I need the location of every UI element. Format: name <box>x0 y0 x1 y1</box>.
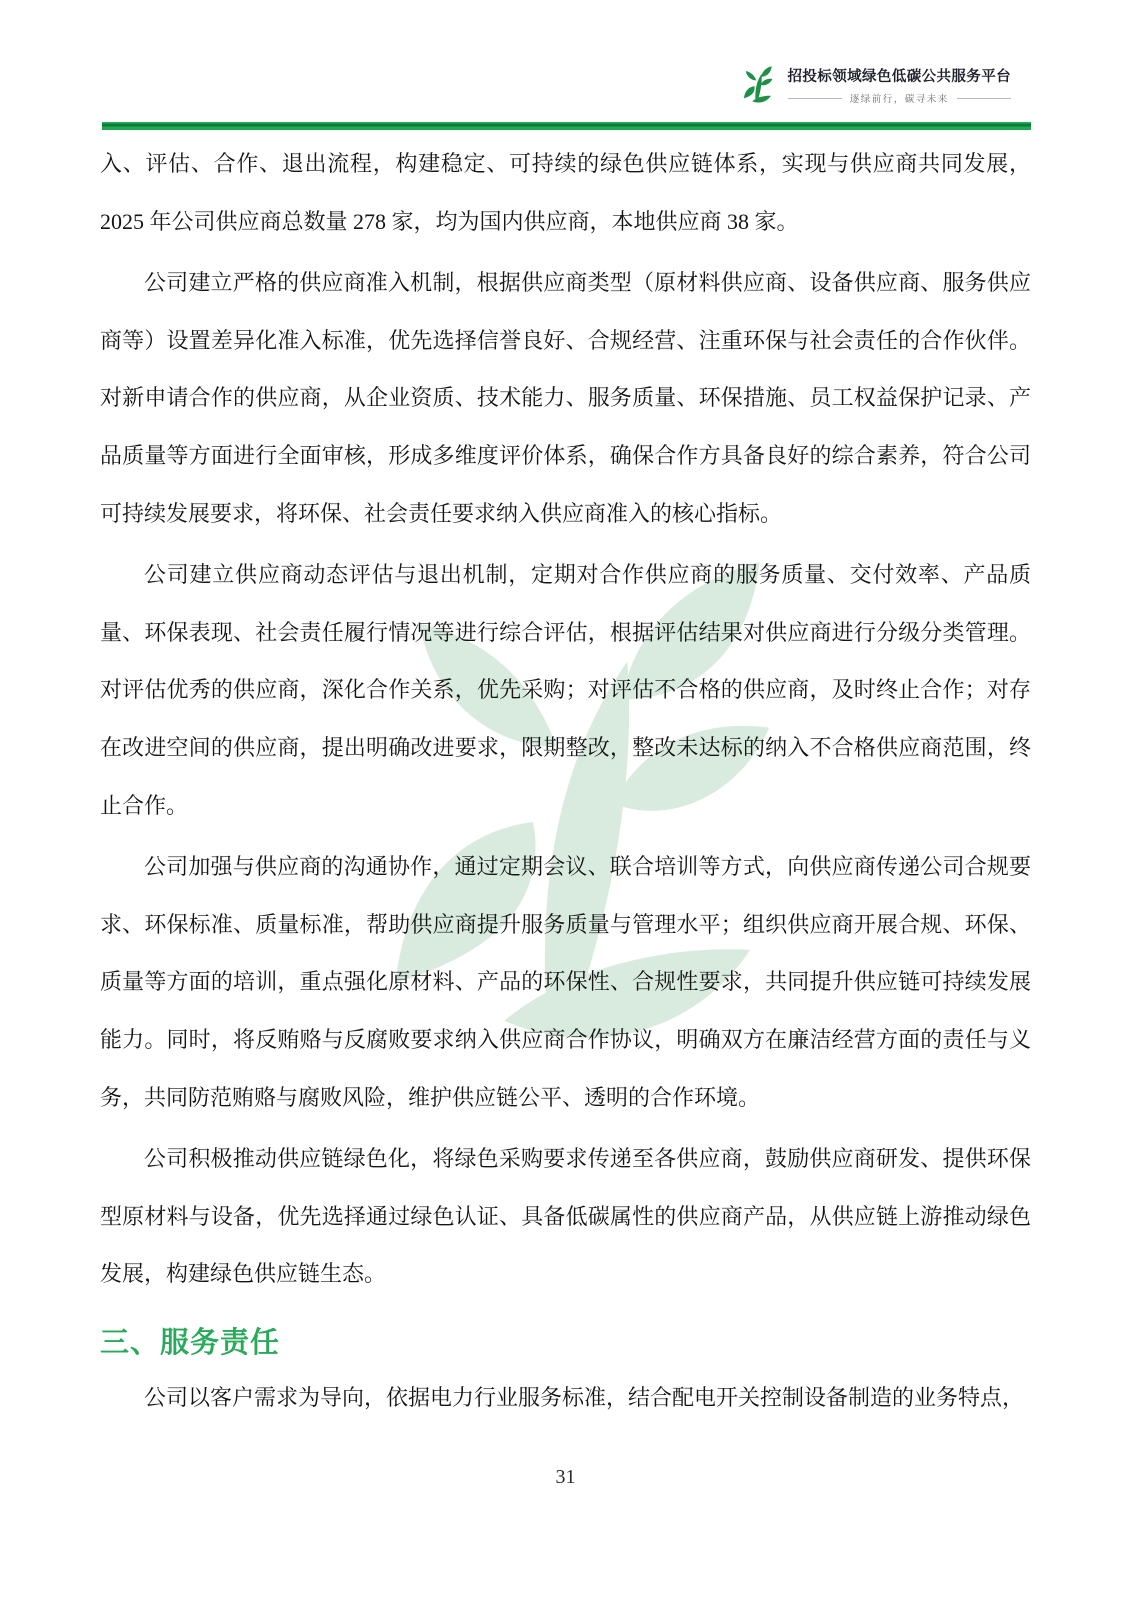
page-header <box>740 62 1012 108</box>
green-sprout-logo-icon <box>740 62 776 108</box>
document-body <box>100 135 1031 1430</box>
platform-tagline <box>788 91 1012 105</box>
paragraph-service-intro: 公司以客户需求为导向，依据电力行业服务标准，结合配电开关控制设备制造的业务特点， <box>144 1384 1025 1410</box>
page-number: 31 <box>555 1466 576 1488</box>
tagline-rule-right <box>957 98 1011 99</box>
tagline-rule-left <box>788 98 842 99</box>
platform-name: 招投标领域绿色低碳公共服务平台 <box>787 69 1011 85</box>
brand-text <box>788 65 1012 105</box>
paragraph-supplier-admission: 公司建立严格的供应商准入机制，根据供应商类型（原材料供应商、设备供应商、服务供应商等）设置差异化准入标准，优先选择信誉良好、合规经营、注重环保与社会责任的合作伙伴。对新申请合作的供应商，从企业资质、技术能力、服务质量、环保措施、员工权益保护记录、产品质量等方面进行全面审核，形成多维度评价体系，确保合作方具备良好的综合素养，符合公司可持续发展要求，将环保、社会责任要求纳入供应商准入的核心指标。 <box>100 270 1031 526</box>
tagline-text: 逐绿前行，碳寻未来 <box>849 94 949 105</box>
paragraph-supplier-evaluation: 公司建立供应商动态评估与退出机制，定期对合作供应商的服务质量、交付效率、产品质量、环保表现、社会责任履行情况等进行综合评估，根据评估结果对供应商进行分级分类管理。对评估优秀的供应商，深化合作关系，优先采购；对评估不合格的供应商，及时终止合作；对存在改进空间的供应商，提出明确改进要求，限期整改，整改未达标的纳入不合格供应商范围，终止合作。 <box>100 562 1031 818</box>
paragraph-supply-chain-overview: 入、评估、合作、退出流程，构建稳定、可持续的绿色供应链体系，实现与供应商共同发展，2025 年公司供应商总数量 278 家，均为国内供应商，本地供应商 38 家。 <box>100 151 1031 234</box>
page-footer <box>0 1466 1131 1489</box>
header-divider-rule <box>102 122 1031 130</box>
paragraph-supplier-collaboration: 公司加强与供应商的沟通协作，通过定期会议、联合培训等方式，向供应商传递公司合规要求、环保标准、质量标准，帮助供应商提升服务质量与管理水平；组织供应商开展合规、环保、质量等方面的培训，重点强化原材料、产品的环保性、合规性要求，共同提升供应链可持续发展能力。同时，将反贿赂与反腐败要求纳入供应商合作协议，明确双方在廉洁经营方面的责任与义务，共同防范贿赂与腐败风险，维护供应链公平、透明的合作环境。 <box>100 854 1031 1110</box>
section-heading-service-responsibility: 三、服务责任 <box>100 1326 281 1359</box>
paragraph-green-supply-chain: 公司积极推动供应链绿色化，将绿色采购要求传递至各供应商，鼓励供应商研发、提供环保型原材料与设备，优先选择通过绿色认证、具备低碳属性的供应商产品，从供应链上游推动绿色发展，构建绿色供应链生态。 <box>100 1146 1031 1287</box>
